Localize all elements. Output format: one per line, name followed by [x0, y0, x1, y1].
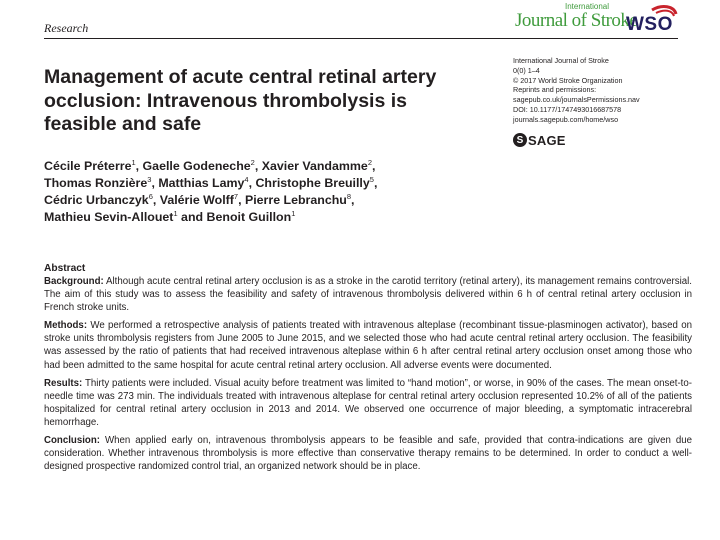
- meta-copyright: © 2017 World Stroke Organization: [513, 75, 623, 85]
- author-affiliation: 1: [291, 209, 296, 218]
- meta-journal-link[interactable]: journals.sagepub.com/home/wso: [513, 114, 619, 124]
- author-list: [44, 158, 514, 226]
- abstract-section: [44, 377, 692, 429]
- abstract-section-label: Background:: [44, 276, 104, 287]
- author-affiliation: 1: [131, 158, 136, 167]
- author-separator: ,: [238, 193, 245, 207]
- author-affiliation: 7: [233, 192, 239, 201]
- author-name: Benoit Guillon: [206, 210, 292, 224]
- author-name: Cécile Préterre: [44, 159, 132, 173]
- sage-logo: [513, 132, 566, 148]
- journal-logo: [513, 2, 638, 36]
- header-rule: [44, 38, 678, 39]
- author-separator: ,: [373, 176, 378, 190]
- abstract-heading: Abstract: [44, 263, 86, 274]
- abstract: [44, 262, 692, 478]
- author-affiliation: 8: [346, 192, 352, 201]
- meta-reprints-link[interactable]: sagepub.co.uk/journalsPermissions.nav: [513, 95, 640, 105]
- author-separator: ,: [371, 159, 376, 173]
- abstract-section: [44, 319, 692, 371]
- abstract-section-label: Conclusion:: [44, 435, 100, 447]
- author-name: Xavier Vandamme: [261, 159, 368, 173]
- article-title: Management of acute central retinal artery occlusion: Intravenous thrombolysis is feasible and safe: [44, 66, 437, 135]
- abstract-section-text: When applied early on, intravenous thrombolysis appears to be feasible and safe, provided that contra-indications are given due consideration. Whether intravenous thrombolysis is more effective than conservative therapy remains to be determined. In order to conduct a well-designed prospective randomized control trial, an organized network should be in place.: [44, 435, 692, 473]
- abstract-section: [44, 434, 692, 473]
- author-affiliation: 1: [173, 209, 178, 218]
- author-name: Valérie Wolff: [159, 193, 234, 207]
- abstract-section-text: Thirty patients were included. Visual acuity before treatment was limited to “hand motion”, or worse, in 90% of the cases. The mean onset-to-needle time was 273 min. The individuals treated with intravenous alteplase for central retinal artery occlusion represented 10.2% of all of the patients hospitalized for central retinal artery occlusion in 2013 and 2014. We observed one occurrence of major bleeding, a symptomatic intracerebral hemorrhage.: [44, 377, 692, 428]
- author-name: Thomas Ronzière: [44, 176, 148, 190]
- abstract-section-label: Results:: [44, 377, 83, 389]
- author-name: Christophe Breuilly: [255, 176, 370, 190]
- author-name: Mathieu Sevin-Allouet: [44, 210, 174, 224]
- author-affiliation: 2: [250, 158, 255, 167]
- meta-volume: 0(0) 1–4: [513, 65, 540, 75]
- author-affiliation: 6: [148, 192, 153, 201]
- wso-logo-text: WSO: [626, 14, 673, 35]
- article-meta: [513, 56, 693, 125]
- author-separator: and: [177, 210, 207, 224]
- sage-logo-text: SAGE: [528, 132, 566, 148]
- abstract-sections: [44, 275, 692, 473]
- meta-doi[interactable]: DOI: 10.1177/1747493016687578: [513, 104, 622, 114]
- meta-journal: International Journal of Stroke: [513, 56, 609, 65]
- abstract-section-text: We performed a retrospective analysis of patients treated with intravenous alteplase (recombinant tissue-plasminogen activator), based on stroke units thrombolysis registers from June 2005 to June 2015, and we selected those who had acute central retinal artery occlusion. The feasibility was assessed by the ratio of patients that had received intravenous alteplase within 6 h after central retinal artery occlusion onset among those who had been admitted to the same hospital for acute central retinal artery occlusion. All adverse events were documented.: [44, 320, 692, 371]
- author-affiliation: 4: [244, 175, 249, 184]
- abstract-section: [44, 275, 692, 314]
- author-name: Cédric Urbanczyk: [44, 193, 149, 207]
- journal-logo-name: Journal of Stroke: [515, 10, 638, 31]
- sage-circle-icon: S: [513, 133, 527, 147]
- author-name: Matthias Lamy: [158, 176, 245, 190]
- wso-logo: [622, 4, 678, 36]
- meta-reprints: Reprints and permissions:: [513, 85, 597, 95]
- journal-logo-small-text: International: [565, 2, 610, 11]
- author-separator: ,: [151, 176, 159, 190]
- author-affiliation: 3: [147, 175, 152, 184]
- author-separator: ,: [351, 193, 355, 207]
- author-separator: ,: [248, 176, 256, 190]
- author-name: Pierre Lebranchu: [244, 193, 347, 207]
- author-affiliation: 2: [367, 158, 372, 167]
- author-name: Gaelle Godeneche: [142, 159, 251, 173]
- abstract-section-label: Methods:: [44, 320, 88, 332]
- author-affiliation: 5: [369, 175, 374, 184]
- abstract-section-text: Although acute central retinal artery occlusion is as a stroke in the carotid territory (retinal artery), its management remains controversial. The aim of this study was to assess the feasibility and safety of intravenous thrombolysis delivered within 6 h of central retinal artery occlusion in French stroke units.: [44, 276, 692, 314]
- author-separator: ,: [254, 159, 262, 173]
- author-separator: ,: [135, 159, 143, 173]
- section-label: Research: [44, 21, 89, 35]
- author-separator: ,: [152, 193, 160, 207]
